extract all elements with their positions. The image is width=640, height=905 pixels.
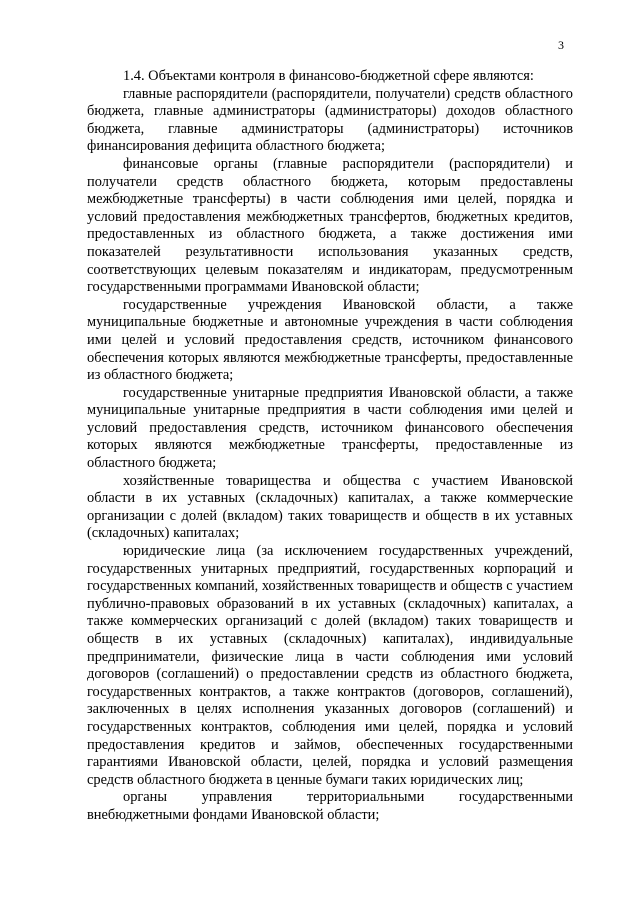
paragraph-financial-bodies: финансовые органы (главные распорядители (распорядители) и получатели средств областного бюджета, которым предоставлены межбюджетные трансферты) в части соблюдения ими целей, порядка и условий предоставления межбюджетных трансфертов, бюджетных кредитов, предоставленных из областного бюджета, а также достижения ими показателей результативности использования указанных средств, соответствующих целевым показателям и индикаторам, предусмотренным государственными программами Ивановской области; xyxy=(87,155,573,296)
paragraph-legal-entities: юридические лица (за исключением государственных учреждений, государственных унитарных предприятий, государственных корпораций и государственных компаний, хозяйственных товариществ и обществ с участием публично-правовых образований в их уставных (складочных) капиталах, а также коммерческих организаций с долей (вкладом) таких товариществ и обществ в их уставных (складочных) капиталах), индивидуальные предприниматели, физические лица в части соблюдения ими условий договоров (соглашений) о предоставлении средств из областного бюджета, государственных контрактов, а также контрактов (договоров, соглашений), заключенных в целях исполнения указанных договоров (соглашений) и государственных контрактов, соблюдения ими целей, порядка и условий предоставления кредитов и займов, обеспеченных государственными гарантиями Ивановской области, целей, порядка и условий размещения средств областного бюджета в ценные бумаги таких юридических лиц; xyxy=(87,543,573,788)
paragraph-business-partnerships: хозяйственные товарищества и общества с участием Ивановской области в их уставных (складочных) капиталах, а также коммерческие организации с долей (вкладом) таких товариществ и обществ в их уставных (складочных) капиталах; xyxy=(87,472,573,542)
paragraph-budget-managers: главные распорядители (распорядители, получатели) средств областного бюджета, главные администраторы (администраторы) доходов областного бюджета, главные администраторы (администраторы) источников финансирования дефицита областного бюджета; xyxy=(87,85,573,155)
document-body xyxy=(87,68,573,825)
clause-heading: 1.4. Объектами контроля в финансово-бюджетной сфере являются: xyxy=(123,68,534,84)
page-number: 3 xyxy=(558,38,564,52)
paragraph-extrabudgetary-funds: органы управления территориальными государственными внебюджетными фондами Ивановской области; xyxy=(87,789,573,823)
paragraph-state-institutions: государственные учреждения Ивановской области, а также муниципальные бюджетные и автономные учреждения в части соблюдения ими целей и условий предоставления средств, источником финансового обеспечения которых являются межбюджетные трансферты, предоставленные из областного бюджета; xyxy=(87,296,573,384)
paragraph-unitary-enterprises: государственные унитарные предприятия Ивановской области, а также муниципальные унитарные предприятия в части соблюдения ими целей и условий предоставления средств, источником финансового обеспечения которых являются межбюджетные трансферты, предоставленные из областного бюджета; xyxy=(87,384,573,472)
